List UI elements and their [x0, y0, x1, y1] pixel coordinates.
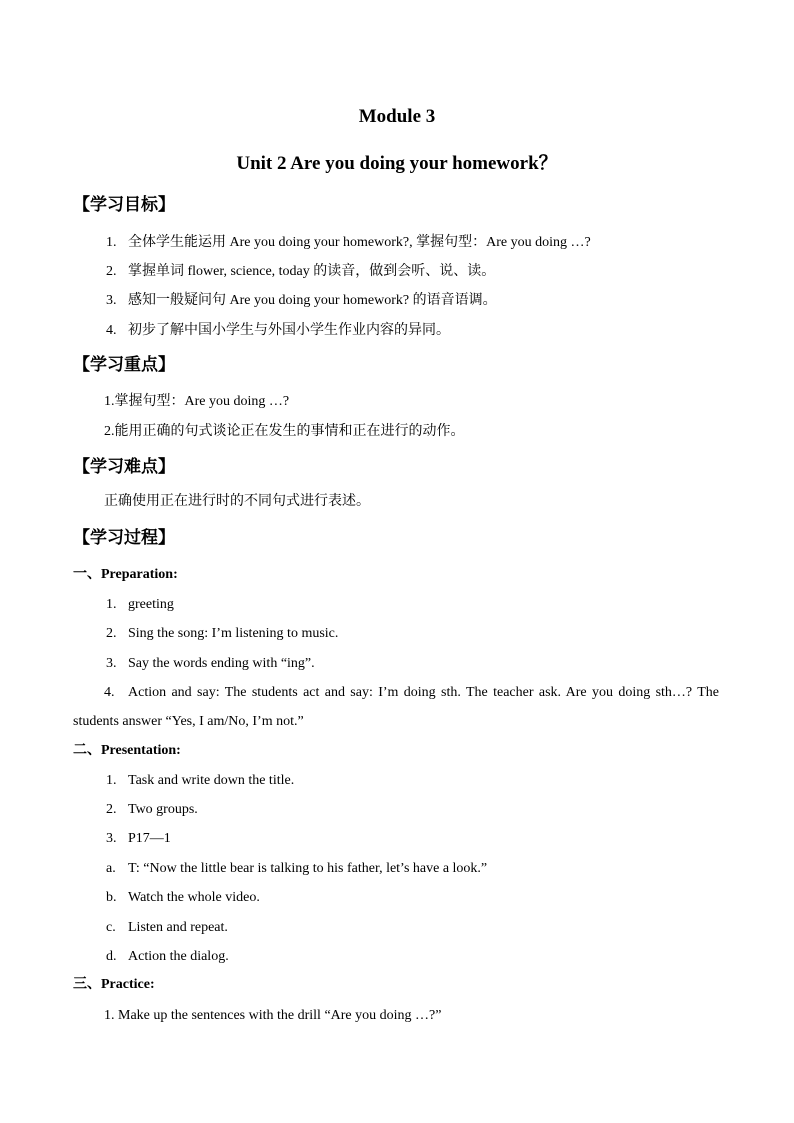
difficulties-heading: 【学习难点】	[73, 457, 175, 477]
goal-number: 4.	[106, 323, 117, 338]
goal-number: 3.	[106, 293, 117, 308]
preparation-item: greeting	[128, 597, 174, 612]
preparation-item: Say the words ending with “ing”.	[128, 656, 315, 671]
preparation-label: 一、Preparation:	[73, 567, 178, 582]
presentation-item: Watch the whole video.	[128, 890, 260, 905]
presentation-item: Task and write down the title.	[128, 773, 295, 788]
preparation-number: 4.	[104, 685, 115, 700]
presentation-number: 1.	[106, 773, 117, 788]
presentation-item: Action the dialog.	[128, 949, 229, 964]
goal-item: 掌握单词 flower, science, today 的读音，做到会听、说、读。	[128, 264, 496, 279]
presentation-number: a.	[106, 861, 116, 876]
key-point-item: 1.掌握句型：Are you doing …?	[104, 394, 290, 409]
presentation-item: P17—1	[128, 831, 171, 846]
goals-heading: 【学习目标】	[73, 195, 175, 215]
presentation-item: Two groups.	[128, 802, 198, 817]
presentation-number: d.	[106, 949, 117, 964]
goal-number: 1.	[106, 235, 117, 250]
preparation-number: 2.	[106, 626, 117, 641]
presentation-item: T: “Now the little bear is talking to his father, let’s have a look.”	[128, 861, 488, 876]
process-heading: 【学习过程】	[73, 528, 175, 548]
key-points-heading: 【学习重点】	[73, 355, 175, 375]
preparation-item: Sing the song: I’m listening to music.	[128, 626, 339, 641]
presentation-item: Listen and repeat.	[128, 920, 228, 935]
preparation-number: 3.	[106, 656, 117, 671]
presentation-number: b.	[106, 890, 117, 905]
preparation-item-wrapped	[73, 678, 719, 736]
presentation-number: c.	[106, 920, 116, 935]
goal-item: 全体学生能运用 Are you doing your homework?, 掌握句型：Are you doing …?	[128, 235, 591, 250]
practice-label: 三、Practice:	[73, 977, 155, 992]
unit-title: Unit 2 Are you doing your homework？	[236, 153, 558, 174]
difficulty-text: 正确使用正在进行时的不同句式进行表述。	[104, 494, 370, 509]
goal-item: 初步了解中国小学生与外国小学生作业内容的异同。	[128, 323, 450, 338]
presentation-number: 3.	[106, 831, 117, 846]
presentation-number: 2.	[106, 802, 117, 817]
preparation-number: 1.	[106, 597, 117, 612]
goal-number: 2.	[106, 264, 117, 279]
practice-item: 1. Make up the sentences with the drill “Are you doing …?”	[104, 1008, 442, 1023]
key-point-item: 2.能用正确的句式谈论正在发生的事情和正在进行的动作。	[104, 424, 465, 439]
presentation-label: 二、Presentation:	[73, 743, 181, 758]
preparation-item-text: Action and say: The students act and say: I’m doing sth. The teacher ask. Are you doing sth…? The students answer “Yes, I am/No, I’m not.”	[73, 685, 719, 729]
goal-item: 感知一般疑问句 Are you doing your homework? 的语音语调。	[128, 293, 497, 308]
module-title: Module 3	[358, 106, 436, 127]
